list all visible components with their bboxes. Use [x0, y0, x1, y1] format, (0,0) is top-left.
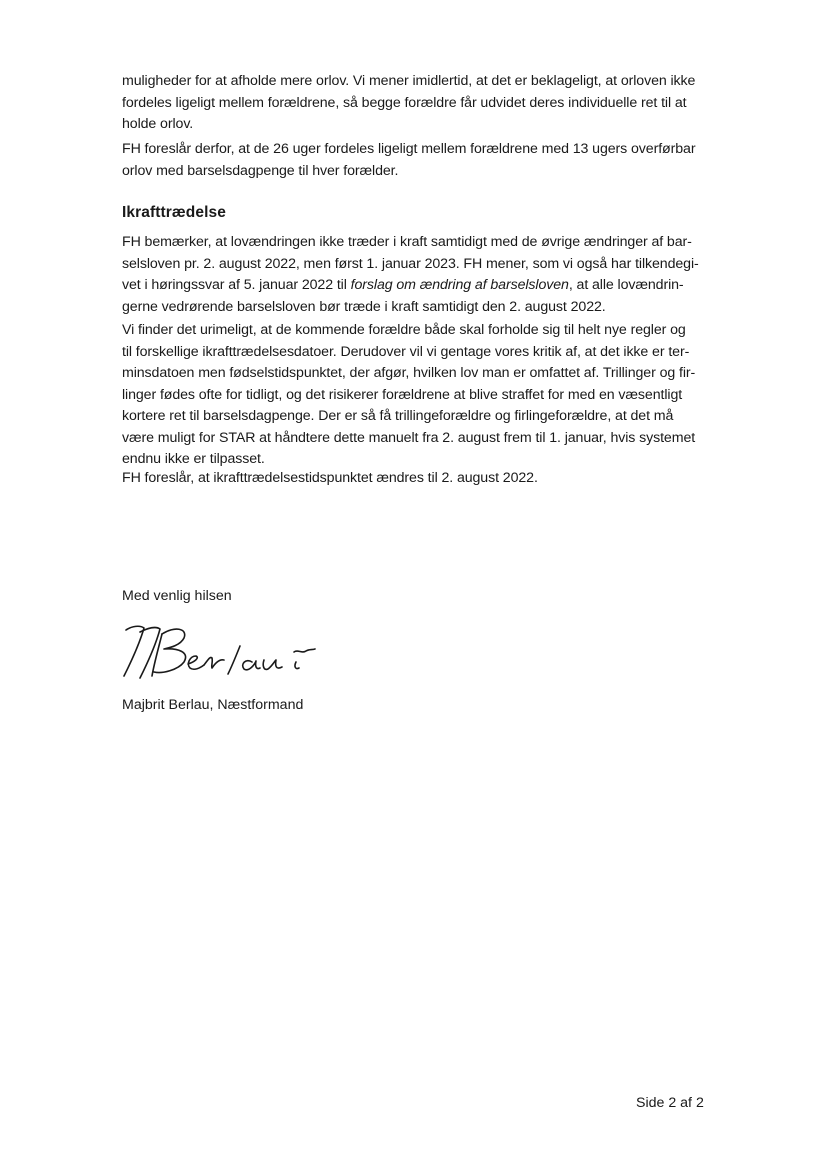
text-line: FH foreslår derfor, at de 26 uger fordeles ligeligt mellem forældrene med 13 ugers overførbar: [122, 141, 696, 157]
text-line: orlov med barselsdagpenge til hver forælder.: [122, 162, 399, 179]
text-line: selsloven pr. 2. august 2022, men først 1. januar 2023. FH mener, som vi også har tilkendegi-: [122, 255, 699, 272]
reference-italic-forslag: forslag om ændring af barselsloven: [350, 277, 569, 293]
handwritten-signature-icon: [118, 616, 328, 688]
text-line: til forskellige ikrafttrædelsesdatoer. Derudover vil vi gentage vores kritik af, at det ikke er ter-: [122, 343, 690, 360]
text-line: Vi finder det urimeligt, at de kommende forældre både skal forholde sig til helt nye regler og: [122, 322, 686, 338]
text-line: fordeles ligeligt mellem forældrene, så begge forældre får udvidet deres individuelle ret til at: [122, 94, 687, 111]
text-line: være muligt for STAR at håndtere dette manuelt fra 2. august frem til 1. januar, hvis systemet: [122, 429, 696, 446]
text-line: muligheder for at afholde mere orlov. Vi mener imidlertid, at det er beklageligt, at orloven ikke: [122, 73, 696, 89]
text-line: endnu ikke er tilpasset.: [122, 451, 265, 467]
paragraph-fh-forslag-uger: [122, 139, 712, 182]
paragraph-urimeligt-kritik: [122, 320, 712, 471]
text-line: linger fødes ofte for tidligt, og det risikerer forældrene at blive straffet for med en væsentligt: [122, 386, 683, 403]
paragraph-orlov-fordeling: [122, 71, 712, 136]
text-line: minsdatoen men fødselstidspunktet, der afgør, hvilken lov man er omfattet af. Trillinger og fir-: [122, 365, 696, 381]
text-segment: vet i høringssvar af 5. januar 2022 til: [122, 277, 351, 293]
closing-greeting: Med venlig hilsen: [122, 588, 232, 604]
text-line: gerne vedrørende barselsloven bør træde i kraft samtidigt den 2. august 2022.: [122, 298, 606, 315]
text-line: holde orlov.: [122, 116, 194, 132]
text-line: FH bemærker, at lovændringen ikke træder i kraft samtidigt med de øvrige ændringer af bar-: [122, 234, 692, 250]
signer-name-title: Majbrit Berlau, Næstformand: [122, 697, 304, 713]
text-line: [122, 275, 712, 297]
paragraph-fh-forslag-dato: [122, 468, 712, 490]
text-segment: , at alle lovændrin-: [568, 277, 684, 293]
page-number: Side 2 af 2: [636, 1095, 704, 1111]
section-heading-ikrafttraedelse: Ikrafttrædelse: [122, 204, 226, 221]
text-line: FH foreslår, at ikrafttrædelsestidspunktet ændres til 2. august 2022.: [122, 470, 538, 486]
paragraph-ikrafttraedelse-bemaerkning: [122, 232, 712, 318]
text-line: kortere ret til barselsdagpenge. Der er så få trillingeforældre og firlingeforældre, at det må: [122, 408, 674, 424]
